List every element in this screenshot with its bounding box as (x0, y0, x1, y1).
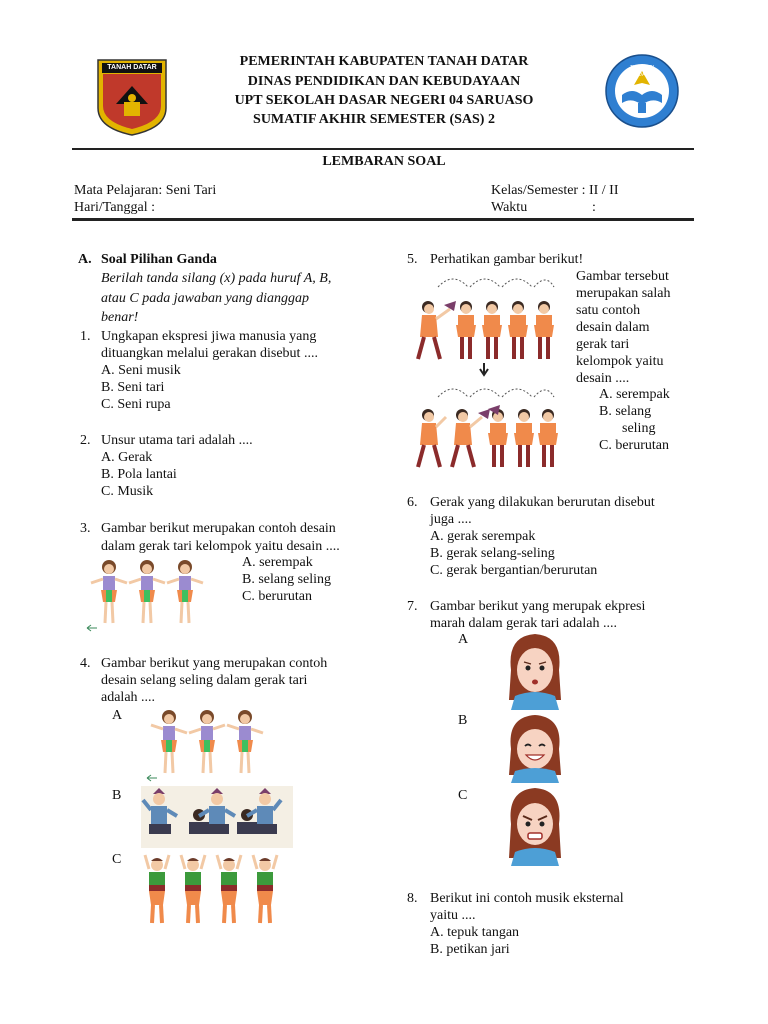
dancers-illustration-q5 (408, 269, 560, 472)
question-6-option-b[interactable]: B. gerak selang-seling (430, 546, 555, 561)
question-8-number: 8. (407, 891, 418, 906)
question-4-option-a[interactable]: A (112, 708, 123, 723)
dancer-figure (181, 855, 205, 923)
question-7-option-a[interactable]: A (458, 632, 469, 647)
question-3-option-c[interactable]: C. berurutan (242, 589, 312, 604)
arc-arrows (438, 389, 554, 397)
dancer-row-1 (418, 301, 554, 359)
question-4-line-3: adalah .... (101, 690, 156, 705)
dancer-figure (129, 560, 165, 623)
dancers-illustration-q4-b (141, 786, 293, 848)
question-8-line-1: Berikut ini contoh musik eksternal (430, 891, 624, 906)
question-5-option-b-cont: seling (622, 421, 656, 436)
dancer-figure (418, 409, 446, 467)
question-7-line-1: Gambar berikut yang merupak ekpresi (430, 599, 646, 614)
dancer-figure (456, 301, 476, 359)
question-4-line-2: desain selang seling dalam gerak tari (101, 673, 308, 688)
header-line-3: UPT SEKOLAH DASAR NEGERI 04 SARUASO (234, 93, 534, 108)
header-line-1: PEMERINTAH KABUPATEN TANAH DATAR (239, 54, 529, 69)
right-logo (604, 53, 680, 129)
arrow-left-icon (87, 625, 97, 631)
question-2-option-b[interactable]: B. Pola lantai (101, 467, 177, 482)
meta-date: Hari/Tanggal : (74, 200, 156, 215)
question-6-option-a[interactable]: A. gerak serempak (430, 529, 536, 544)
dancer-figure (217, 855, 241, 923)
question-1-number: 1. (80, 329, 91, 344)
face-happy-illustration (505, 713, 565, 783)
question-7-option-b[interactable]: B (458, 713, 468, 728)
question-2-option-c[interactable]: C. Musik (101, 484, 154, 499)
question-3-line-1: Gambar berikut merupakan contoh desain (101, 521, 336, 536)
question-8-option-b[interactable]: B. petikan jari (430, 942, 510, 957)
dancer-figure (508, 301, 528, 359)
question-7-option-c[interactable]: C (458, 788, 468, 803)
question-7-line-2: marah dalam gerak tari adalah .... (430, 616, 617, 631)
question-7-number: 7. (407, 599, 418, 614)
arrow-left-icon (147, 775, 157, 781)
question-3-line-2: dalam gerak tari kelompok yaitu desain .... (101, 539, 340, 554)
dancer-figure (91, 560, 127, 623)
dancers-illustration-q4-c (141, 853, 291, 929)
dancer-figure (167, 560, 203, 623)
meta-time-label: Waktu (491, 200, 528, 215)
dancer-figure (253, 855, 277, 923)
header-rule (72, 148, 694, 150)
sheet-title: LEMBARAN SOAL (322, 154, 446, 169)
question-4-option-b[interactable]: B (112, 788, 122, 803)
section-instruction-3: benar! (101, 310, 139, 325)
question-3-option-a[interactable]: A. serempak (242, 555, 313, 570)
question-6-option-c[interactable]: C. gerak bergantian/berurutan (430, 563, 598, 578)
question-1-option-c[interactable]: C. Seni rupa (101, 397, 171, 412)
face-sad-illustration (505, 630, 565, 710)
left-logo-text: TANAH DATAR (107, 64, 157, 71)
meta-class: Kelas/Semester : II / II (491, 183, 619, 198)
question-6-line-2: juga .... (430, 512, 472, 527)
question-5-side-2: merupakan salah (576, 286, 671, 301)
dancer-figure (227, 710, 263, 773)
dancer-figure (514, 409, 534, 467)
question-5-side-4: desain dalam (576, 320, 650, 335)
section-label: A. (78, 252, 92, 267)
question-5-option-b[interactable]: B. selang (599, 404, 652, 419)
question-4-line-1: Gambar berikut yang merupakan contoh (101, 656, 328, 671)
meta-time-colon: : (592, 200, 596, 215)
section-instruction-1: Berilah tanda silang (x) pada huruf A, B, (101, 271, 332, 286)
dancer-figure (189, 710, 225, 773)
dancer-figure (488, 405, 508, 467)
face-angry-illustration (505, 786, 565, 866)
dancer-figure (452, 409, 490, 467)
question-5-side-3: satu contoh (576, 303, 641, 318)
dancer-figure (534, 301, 554, 359)
question-3-number: 3. (80, 521, 91, 536)
right-logo-text: TUT WURI HANDAYANI (627, 65, 657, 78)
question-5-option-c[interactable]: C. berurutan (599, 438, 669, 453)
question-3-option-b[interactable]: B. selang seling (242, 572, 332, 587)
dancer-row-2 (418, 405, 558, 467)
question-1-option-a[interactable]: A. Seni musik (101, 363, 181, 378)
question-2-option-a[interactable]: A. Gerak (101, 450, 153, 465)
header-line-4: SUMATIF AKHIR SEMESTER (SAS) 2 (253, 112, 495, 127)
question-5-number: 5. (407, 252, 418, 267)
dancers-illustration-q3 (83, 557, 208, 632)
question-5-option-a[interactable]: A. serempak (599, 387, 670, 402)
header-line-2: DINAS PENDIDIKAN DAN KEBUDAYAAN (247, 74, 521, 89)
question-8-line-2: yaitu .... (430, 908, 476, 923)
question-5-side-1: Gambar tersebut (576, 269, 669, 284)
question-5-side-6: kelompok yaitu (576, 354, 664, 369)
dancer-figure (418, 301, 456, 359)
arrow-down-icon (480, 363, 488, 375)
section-instruction-2: atau C pada jawaban yang dianggap (101, 291, 310, 306)
question-5-side-5: gerak tari (576, 337, 630, 352)
dancer-figure (538, 409, 558, 467)
dancers-illustration-q4-a (143, 707, 268, 782)
meta-subject: Mata Pelajaran: Seni Tari (74, 183, 217, 198)
question-5-side-7: desain .... (576, 371, 630, 386)
arc-arrows (438, 279, 554, 287)
question-4-option-c[interactable]: C (112, 852, 122, 867)
question-8-option-a[interactable]: A. tepuk tangan (430, 925, 520, 940)
question-2-number: 2. (80, 433, 91, 448)
meta-rule (72, 218, 694, 221)
question-1-line-1: Ungkapan ekspresi jiwa manusia yang (101, 329, 317, 344)
dancer-figure (151, 710, 187, 773)
question-6-number: 6. (407, 495, 418, 510)
question-5-line-1: Perhatikan gambar berikut! (430, 252, 584, 267)
question-1-option-b[interactable]: B. Seni tari (101, 380, 165, 395)
question-1-line-2: dituangkan melalui gerakan disebut .... (101, 346, 318, 361)
dancer-figure (482, 301, 502, 359)
question-4-number: 4. (80, 656, 91, 671)
section-title: Soal Pilihan Ganda (101, 252, 217, 267)
question-2-line-1: Unsur utama tari adalah .... (101, 433, 253, 448)
question-6-line-1: Gerak yang dilakukan berurutan disebut (430, 495, 655, 510)
dancer-figure (145, 855, 169, 923)
